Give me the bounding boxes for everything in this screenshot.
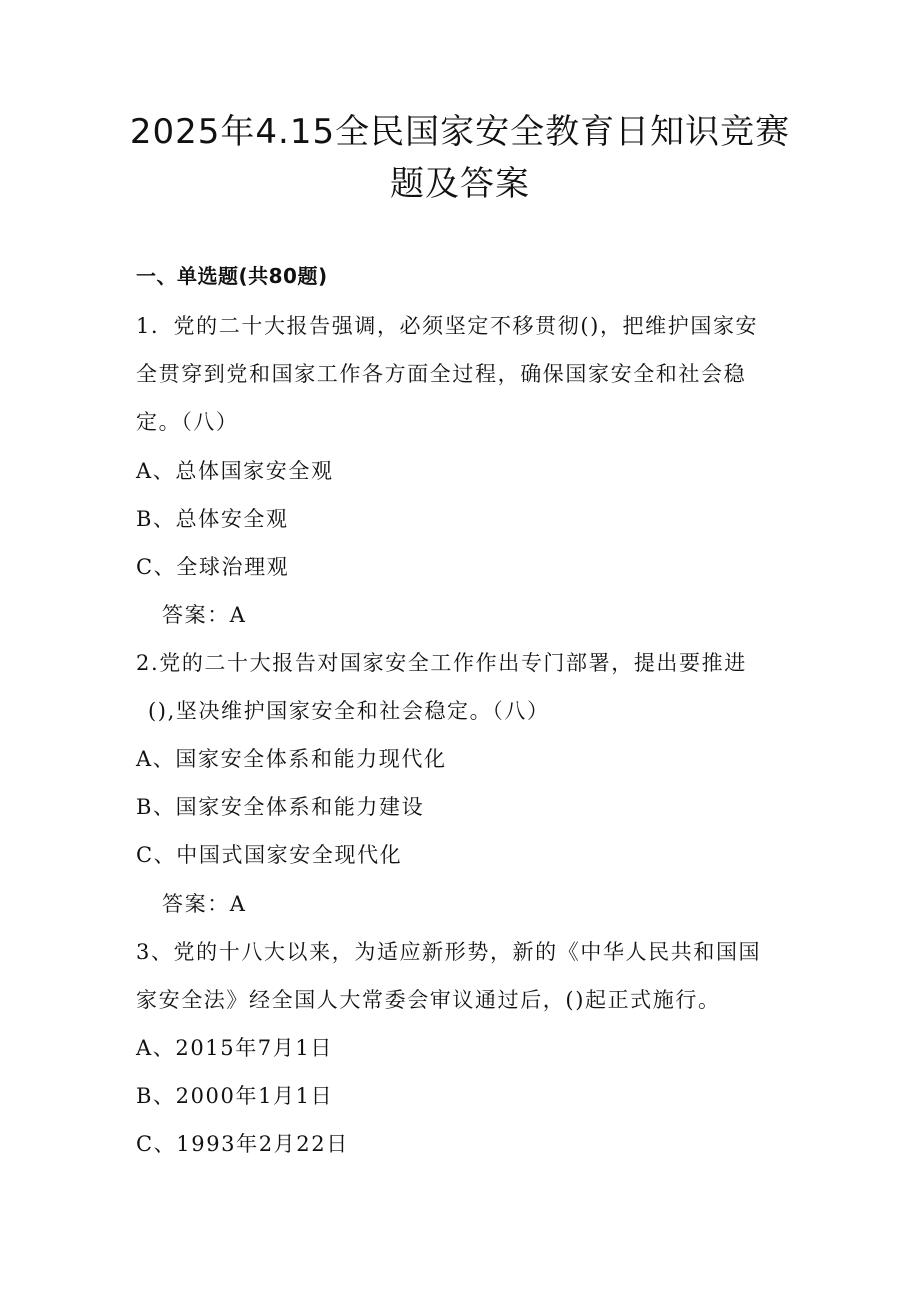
question-1-option-c: C、全球治理观: [136, 555, 290, 579]
document-title-line-2: 题及答案: [390, 164, 530, 204]
question-1-option-a: A、总体国家安全观: [136, 459, 334, 483]
question-3-option-a: A、2015年7月1日: [136, 1036, 333, 1060]
question-1-stem-line-1: 1．党的二十大报告强调，必须坚定不移贯彻()，把维护国家安: [136, 314, 759, 338]
document-title-line-1: 2025年4.15全民国家安全教育日知识竞赛: [129, 112, 791, 152]
question-2-option-c: C、中国式国家安全现代化: [136, 843, 403, 867]
question-1-option-b: B、总体安全观: [136, 507, 289, 531]
question-2-stem-line-2: (),坚决维护国家安全和社会稳定。（八）: [148, 699, 550, 723]
question-1-answer: 答案：A: [162, 603, 247, 627]
question-3-stem-line-1: 3、党的十八大以来，为适应新形势，新的《中华人民共和国国: [136, 940, 762, 964]
question-2-option-b: B、国家安全体系和能力建设: [136, 795, 425, 819]
question-2-stem-line-1: 2.党的二十大报告对国家安全工作作出专门部署，提出要推进: [136, 651, 747, 675]
question-1-stem-line-2: 全贯穿到党和国家工作各方面全过程，确保国家安全和社会稳: [136, 362, 747, 386]
question-3-stem-line-2: 家安全法》经全国人大常委会审议通过后，()起正式施行。: [136, 988, 721, 1012]
question-3-option-c: C、1993年2月22日: [136, 1132, 349, 1156]
question-3-option-b: B、2000年1月1日: [136, 1084, 334, 1108]
question-2-option-a: A、国家安全体系和能力现代化: [136, 747, 447, 771]
section-heading: 一、单选题(共80题): [136, 264, 328, 288]
question-2-answer: 答案：A: [162, 892, 247, 916]
question-1-stem-line-3: 定。（八）: [136, 410, 239, 434]
